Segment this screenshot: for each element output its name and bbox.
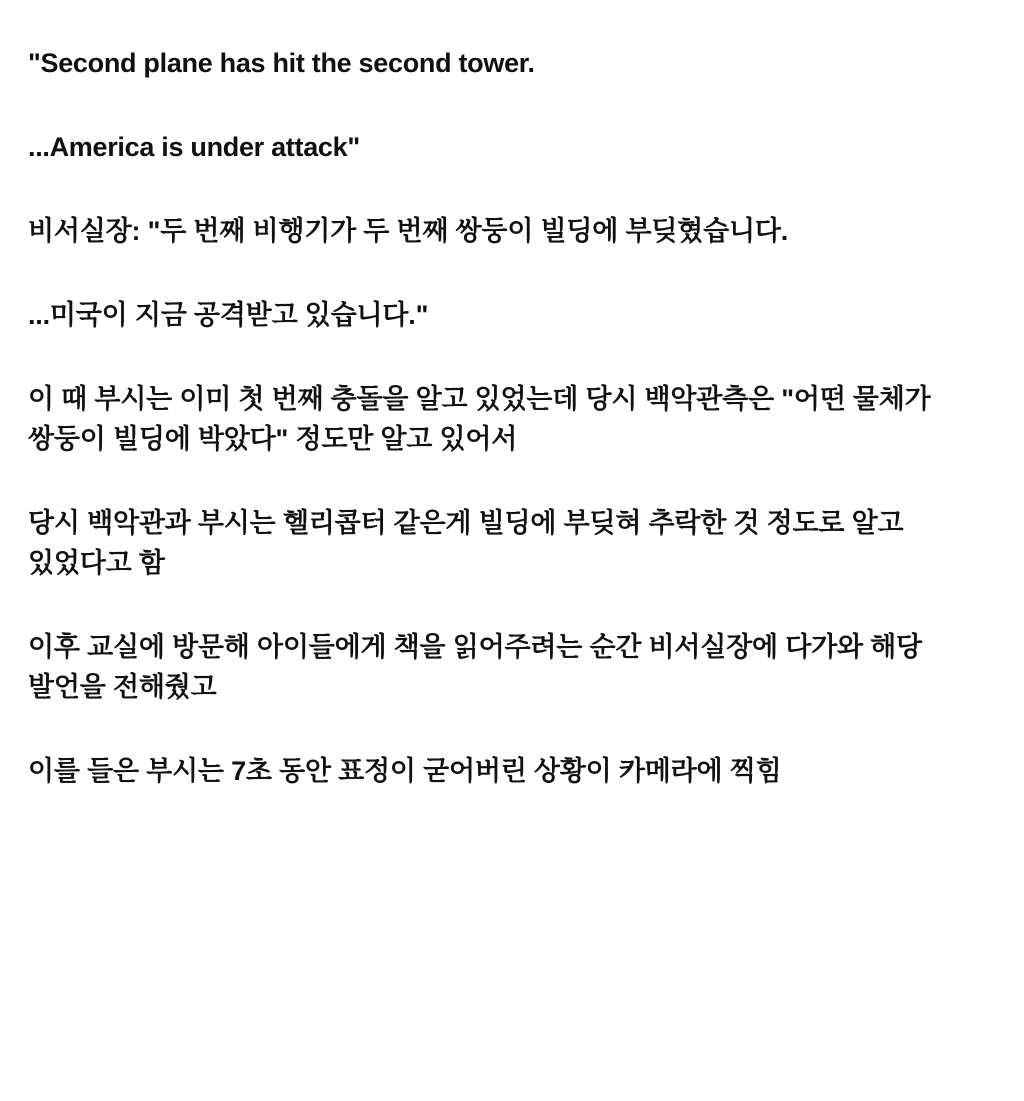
paragraph-quote-english-line1: "Second plane has hit the second tower. — [28, 48, 535, 78]
paragraph-context-3: 이후 교실에 방문해 아이들에게 책을 읽어주려는 순간 비서실장에 다가와 해당 발언을 전해줬고 — [28, 631, 930, 702]
paragraph-quote-korean-line2: ...미국이 지금 공격받고 있습니다." — [28, 299, 429, 330]
paragraph-context-1: 이 때 부시는 이미 첫 번째 충돌을 알고 있었는데 당시 백악관측은 "어떤 물체가 쌍둥이 빌딩에 박았다" 정도만 알고 있어서 — [28, 383, 938, 454]
paragraph-context-2: 당시 백악관과 부시는 헬리콥터 같은게 빌딩에 부딪혀 추락한 것 정도로 알고 있었다고 함 — [28, 507, 911, 578]
paragraph-quote-english-line2: ...America is under attack" — [28, 131, 360, 162]
paragraph-context-4: 이를 들은 부시는 7초 동안 표정이 굳어버린 상황이 카메라에 찍힘 — [28, 755, 782, 786]
paragraph-quote-korean-line1: 비서실장: "두 번째 비행기가 두 번째 쌍둥이 빌딩에 부딪혔습니다. — [28, 215, 789, 246]
